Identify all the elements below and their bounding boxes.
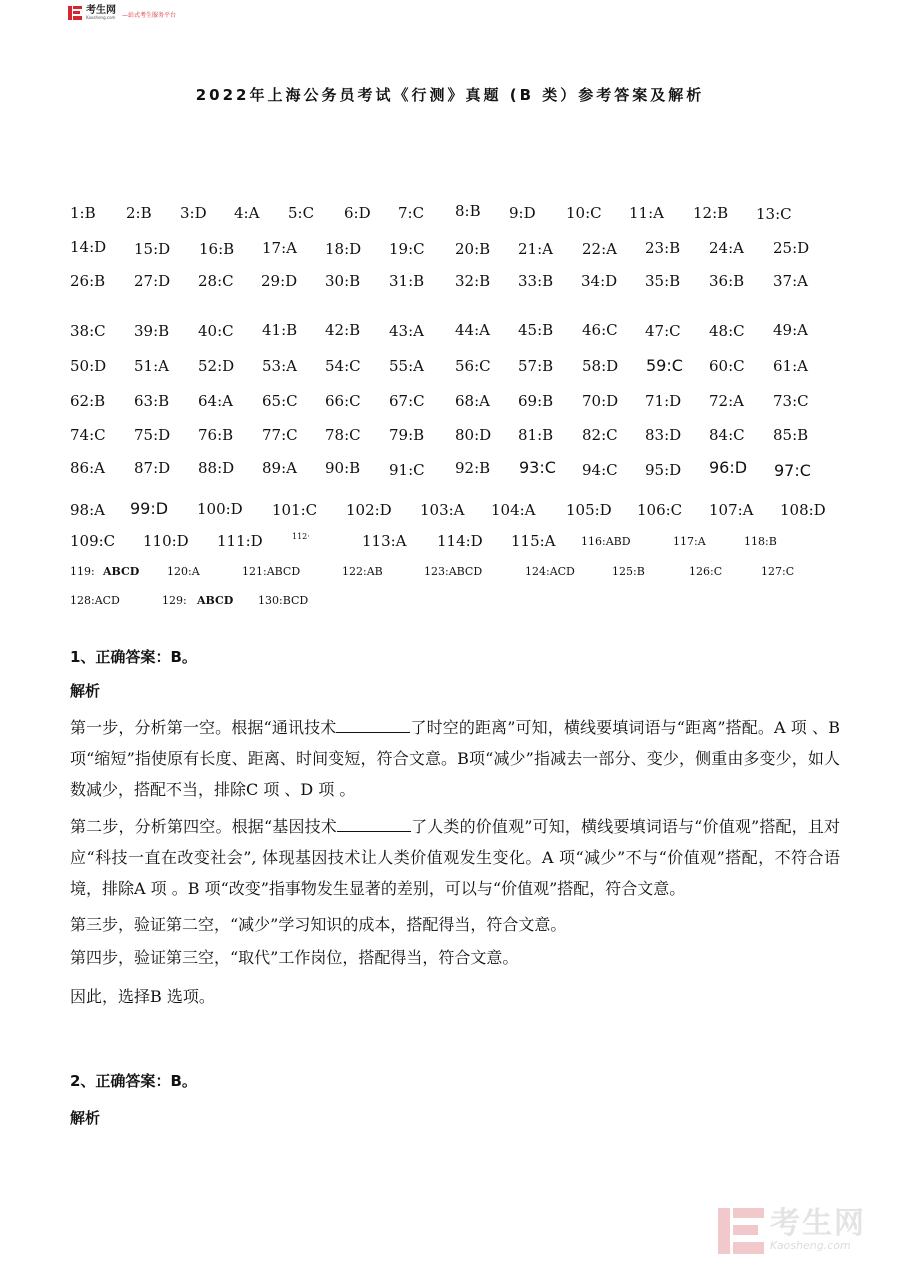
answer-item: 44:A <box>455 321 490 339</box>
header-logo <box>68 6 176 20</box>
answer-item: ABCD <box>197 594 234 607</box>
answer-item: 62:B <box>70 392 106 410</box>
answer-item: 105:D <box>566 501 612 519</box>
answer-item: 125:B <box>612 565 645 578</box>
answer-item: 77:C <box>262 426 298 444</box>
paragraph: 因此，选择B 选项。 <box>70 987 215 1006</box>
answer-item: 1:B <box>70 204 96 222</box>
answer-item: 10:C <box>566 204 602 222</box>
answer-item: 37:A <box>773 272 808 290</box>
answer-item: 20:B <box>455 240 491 258</box>
paragraph: 第一步，分析第一空。根据“通讯技术 了时空的距离”可知，横线要填词语与“距离”搭配。A 项 、B 项“缩短”指使原有长度、距离、时间变短，符合文意。B项“减少”指减去一部分、变少，侧重由多变少，如人数减少，搭配不当，排除C 项 、D 项 。 <box>70 718 840 799</box>
fill-blank <box>336 718 410 733</box>
answer-item: 101:C <box>272 501 318 519</box>
answer-item: 119: <box>70 565 95 578</box>
answer-item: 16:B <box>199 240 235 258</box>
answer-item: 5:C <box>288 204 315 222</box>
answer-item: 60:C <box>709 357 745 375</box>
answer-item: 56:C <box>455 357 491 375</box>
answer-item: 108:D <box>780 501 826 519</box>
answer-item: 106:C <box>637 501 683 519</box>
answer-item: 25:D <box>773 239 810 257</box>
answer-item: 33:B <box>518 272 554 290</box>
answer-item: 55:A <box>389 357 424 375</box>
answer-item: 110:D <box>143 532 189 550</box>
answer-item: 66:C <box>325 392 361 410</box>
answer-item: 29:D <box>261 272 298 290</box>
answer-item: 128:ACD <box>70 594 120 607</box>
paragraph: 第三步，验证第二空，“减少”学习知识的成本，搭配得当，符合文意。 <box>70 915 567 934</box>
answer-item: 45:B <box>518 321 554 339</box>
answer-item: 31:B <box>389 272 425 290</box>
answer-item: 111:D <box>217 532 263 550</box>
answer-item: 68:A <box>455 392 490 410</box>
logo-slogan: —站式考生服务平台 <box>122 11 177 19</box>
answer-item: 18:D <box>325 240 362 258</box>
answer-item: 114:D <box>437 532 483 550</box>
answer-item: 126:C <box>689 565 723 578</box>
answer-item: 2:B <box>126 204 152 222</box>
answer-item: 121:ABCD <box>242 565 301 578</box>
answer-item: 100:D <box>197 500 243 518</box>
answer-item: 81:B <box>518 426 554 444</box>
answer-item: 102:D <box>346 501 392 519</box>
answer-item: 8:B <box>455 202 481 220</box>
answer-item: 46:C <box>582 321 618 339</box>
answer-item: 67:C <box>389 392 425 410</box>
answer-item: 51:A <box>134 357 169 375</box>
answer-item: 91:C <box>389 461 425 479</box>
answer-item: 43:A <box>389 322 424 340</box>
answer-item: 12:B <box>693 204 729 222</box>
answer-item: 64:A <box>198 392 233 410</box>
answer-item: 4:A <box>234 204 260 222</box>
answer-item: 93:C <box>519 458 556 477</box>
answer-item: 22:A <box>582 240 617 258</box>
fill-blank <box>337 817 411 832</box>
answer-item: 53:A <box>262 357 297 375</box>
question-1 <box>70 646 840 1012</box>
answer-item: 107:A <box>709 501 754 519</box>
answer-item: 49:A <box>773 321 808 339</box>
answer-item: 123:ABCD <box>424 565 483 578</box>
answer-item: 34:D <box>581 272 618 290</box>
answer-item: 88:D <box>198 459 235 477</box>
answer-item: 89:A <box>262 459 297 477</box>
answer-item: 72:A <box>709 392 744 410</box>
answer-item: 24:A <box>709 239 744 257</box>
answer-item: 63:B <box>134 392 170 410</box>
answer-item: 9:D <box>509 204 536 222</box>
watermark-url: Kaosheng.com <box>770 1239 851 1253</box>
answer-item: 103:A <box>420 501 465 519</box>
answer-item: 15:D <box>134 240 171 258</box>
paragraph: 第四步，验证第三空，“取代”工作岗位，搭配得当，符合文意。 <box>70 948 519 967</box>
answer-heading: 1、正确答案：B。 <box>70 648 197 666</box>
answer-item: 48:C <box>709 322 745 340</box>
answer-item: 23:B <box>645 239 681 257</box>
answer-item: 99:D <box>130 499 169 518</box>
answer-item: 30:B <box>325 272 361 290</box>
answer-item: 90:B <box>325 459 361 477</box>
answer-item: 115:A <box>511 532 556 550</box>
answer-item: 84:C <box>709 426 745 444</box>
answer-item: 13:C <box>756 205 792 223</box>
answer-item: 70:D <box>582 392 619 410</box>
page-title: 2022年上海公务员考试《行测》真题 (B 类）参考答案及解析 <box>195 86 705 104</box>
answer-item: 14:D <box>70 238 107 256</box>
analysis-heading: 解析 <box>70 1109 101 1127</box>
question-2 <box>70 1070 840 1128</box>
answer-item: 78:C <box>325 426 361 444</box>
answer-item: 19:C <box>389 240 425 258</box>
answer-heading: 2、正确答案：B。 <box>70 1072 197 1090</box>
answer-item: 129: <box>162 594 187 607</box>
answer-item: 38:C <box>70 322 106 340</box>
answer-item: 118:B <box>744 535 777 548</box>
answer-item: 39:B <box>134 322 170 340</box>
answer-item: 96:D <box>709 458 748 477</box>
watermark-logo-icon <box>718 1208 764 1254</box>
answer-item: 7:C <box>398 204 425 222</box>
answer-item: 113:A <box>362 532 407 550</box>
answer-item: 54:C <box>325 357 361 375</box>
answer-item: 65:C <box>262 392 298 410</box>
answer-item: 79:B <box>389 426 425 444</box>
answer-item: 74:C <box>70 426 106 444</box>
answer-item: 75:D <box>134 426 171 444</box>
answer-item: 28:C <box>198 272 234 290</box>
answer-item: 83:D <box>645 426 682 444</box>
paragraph: 第二步，分析第四空。根据“基因技术 了人类的价值观”可知，横线要填词语与“价值观”搭配，且对应“科技一直在改变社会”, 体现基因技术让人类价值观发生变化。A 项“减少”不与“价值观”搭配，不符合语境，排除A 项 。B 项“改变”指事物发生显著的差别，可以与“价值观”搭配，符合文意。 <box>70 817 840 898</box>
answer-item: 21:A <box>518 240 553 258</box>
answer-item: 50:D <box>70 357 107 375</box>
answer-item: 71:D <box>645 392 682 410</box>
answer-item: 82:C <box>582 426 618 444</box>
logo-url: Kaosheng.com <box>86 15 116 20</box>
answer-item: 17:A <box>262 239 297 257</box>
answer-item: 104:A <box>491 501 536 519</box>
answer-item: 127:C <box>761 565 795 578</box>
analysis-heading: 解析 <box>70 682 101 700</box>
answer-item: 41:B <box>262 321 298 339</box>
answer-item: 36:B <box>709 272 745 290</box>
watermark-name: 考生网 <box>770 1206 866 1242</box>
answer-item: 92:B <box>455 459 491 477</box>
answer-item: 117:A <box>673 535 706 548</box>
answer-item: 73:C <box>773 392 809 410</box>
watermark <box>718 1208 866 1254</box>
answer-item: 120:A <box>167 565 200 578</box>
answer-item: 112· <box>292 532 310 541</box>
answer-item: 97:C <box>774 461 811 480</box>
answer-item: 42:B <box>325 321 361 339</box>
answer-item: 40:C <box>198 322 234 340</box>
answer-item: 86:A <box>70 459 105 477</box>
answer-item: 116:ABD <box>581 535 631 548</box>
answer-item: 58:D <box>582 357 619 375</box>
answer-item: 109:C <box>70 532 116 550</box>
logo-icon <box>68 6 82 20</box>
answer-item: 122:AB <box>342 565 383 578</box>
answer-item: 61:A <box>773 357 808 375</box>
answer-item: 52:D <box>198 357 235 375</box>
answer-item: 35:B <box>645 272 681 290</box>
answer-item: 76:B <box>198 426 234 444</box>
answer-item: 32:B <box>455 272 491 290</box>
answer-item: 124:ACD <box>525 565 575 578</box>
logo-name: 考生网 <box>86 5 116 16</box>
answer-item: 3:D <box>180 204 207 222</box>
answer-item: 27:D <box>134 272 171 290</box>
answer-item: 98:A <box>70 501 105 519</box>
answer-item: 47:C <box>645 322 681 340</box>
answer-item: 11:A <box>629 204 664 222</box>
answer-item: 57:B <box>518 357 554 375</box>
answer-item: 95:D <box>645 461 682 479</box>
answer-item: 87:D <box>134 459 171 477</box>
answer-item: 26:B <box>70 272 106 290</box>
answer-item: 59:C <box>646 356 683 375</box>
answer-item: 69:B <box>518 392 554 410</box>
answer-item: 130:BCD <box>258 594 309 607</box>
answer-item: 6:D <box>344 204 371 222</box>
answer-item: ABCD <box>103 565 140 578</box>
answer-item: 80:D <box>455 426 492 444</box>
answer-item: 85:B <box>773 426 809 444</box>
answer-item: 94:C <box>582 461 618 479</box>
